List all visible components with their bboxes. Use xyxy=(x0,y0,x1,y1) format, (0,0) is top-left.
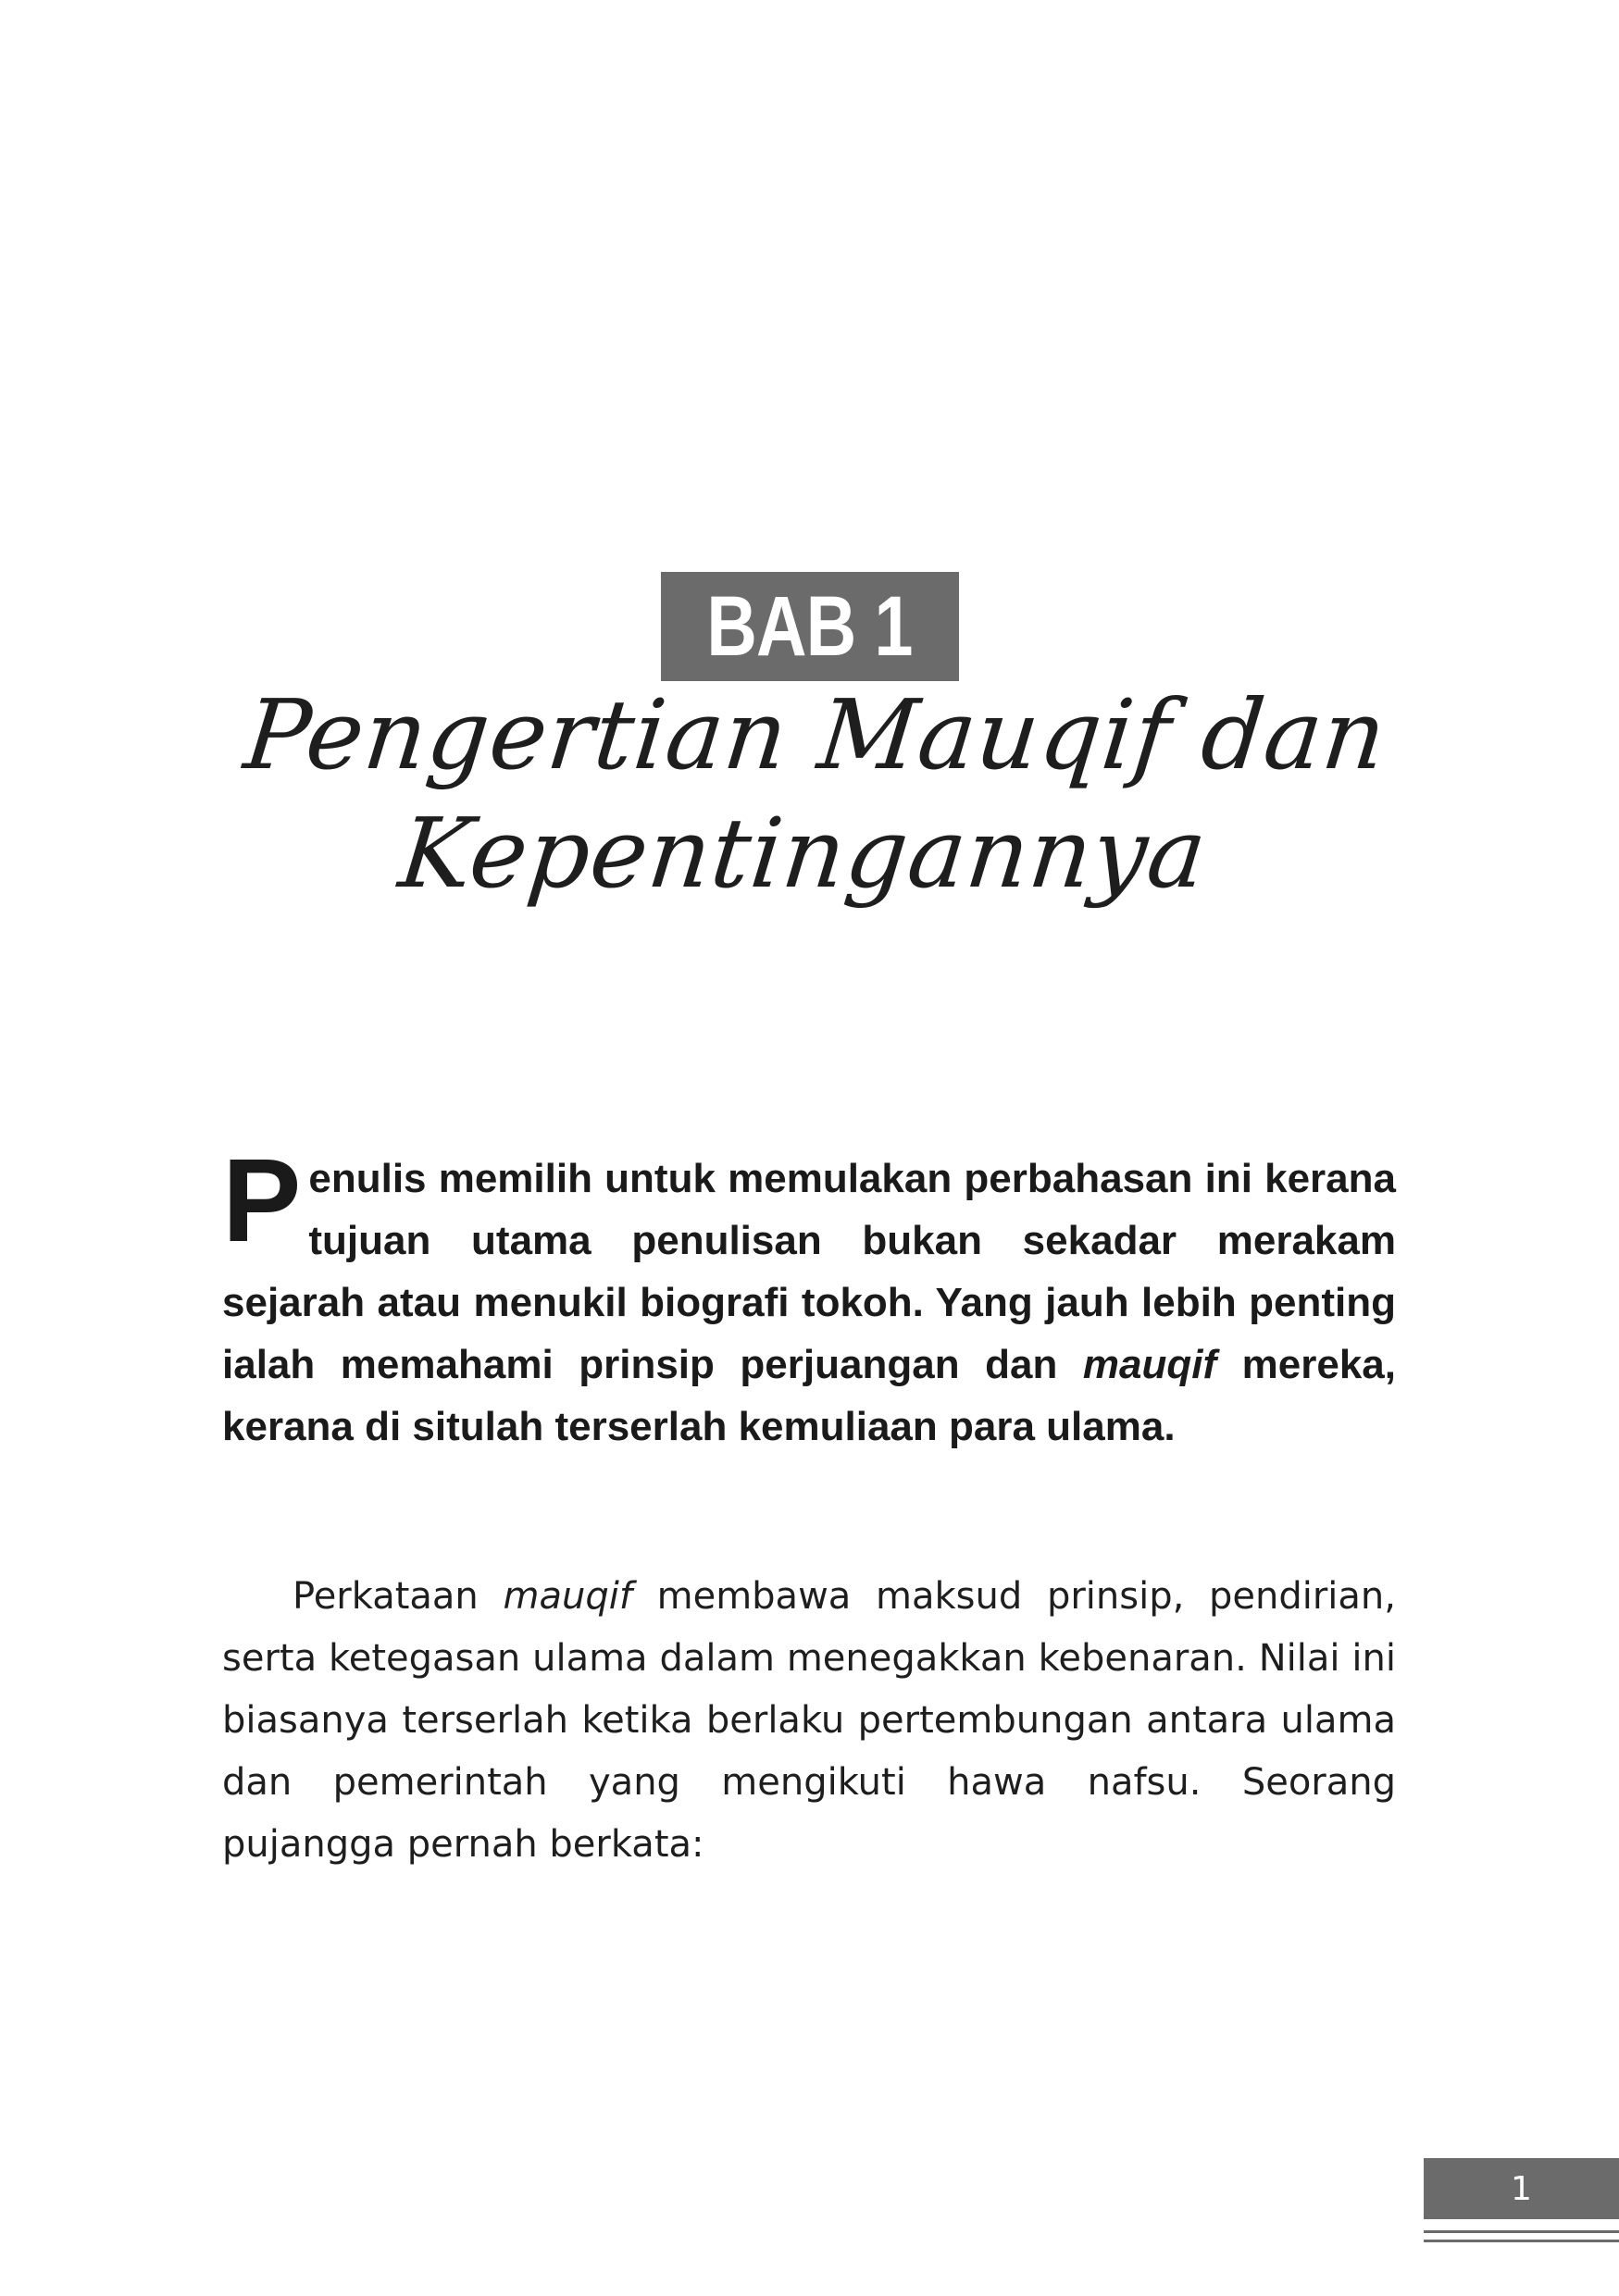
lead-text-end: mereka, kerana di situlah terserlah kemuliaan para ulama. xyxy=(222,1342,1396,1449)
chapter-title xyxy=(173,676,1447,912)
chapter-title-line-1: Pengertian Mauqif dan xyxy=(239,678,1392,791)
lead-text-start: enulis memilih untuk memulakan perbahasan ini kerana tujuan utama penulisan bukan sekadar merakam sejarah atau menukil biografi tokoh. Yang jauh lebih penting ialah memahami prinsip perjuangan dan xyxy=(222,1156,1396,1387)
page-number-rule-1 xyxy=(1424,2230,1619,2233)
page-number-box xyxy=(1424,2158,1619,2219)
body-text-start: Perkataan xyxy=(293,1575,504,1618)
lead-paragraph xyxy=(222,1135,1396,1458)
chapter-label: BAB 1 xyxy=(706,579,914,674)
chapter-title-line-2: Kepentingannya xyxy=(393,797,1213,910)
page-number-rule-2 xyxy=(1424,2240,1619,2242)
body-italic-term: mauqif xyxy=(503,1575,632,1618)
body-text-end: membawa maksud prinsip, pendirian, serta ketegasan ulama dalam menegakkan kebenaran. Nilai ini biasanya terserlah ketika berlaku pertembungan antara ulama dan pemerintah yang mengikuti hawa nafsu. Seorang pujangga pernah berkata: xyxy=(222,1575,1396,1866)
page-number: 1 xyxy=(1511,2169,1532,2208)
lead-italic-term: mauqif xyxy=(1082,1342,1217,1387)
drop-cap: P xyxy=(222,1135,302,1267)
body-paragraph xyxy=(222,1566,1396,1876)
chapter-label-badge xyxy=(661,572,959,681)
